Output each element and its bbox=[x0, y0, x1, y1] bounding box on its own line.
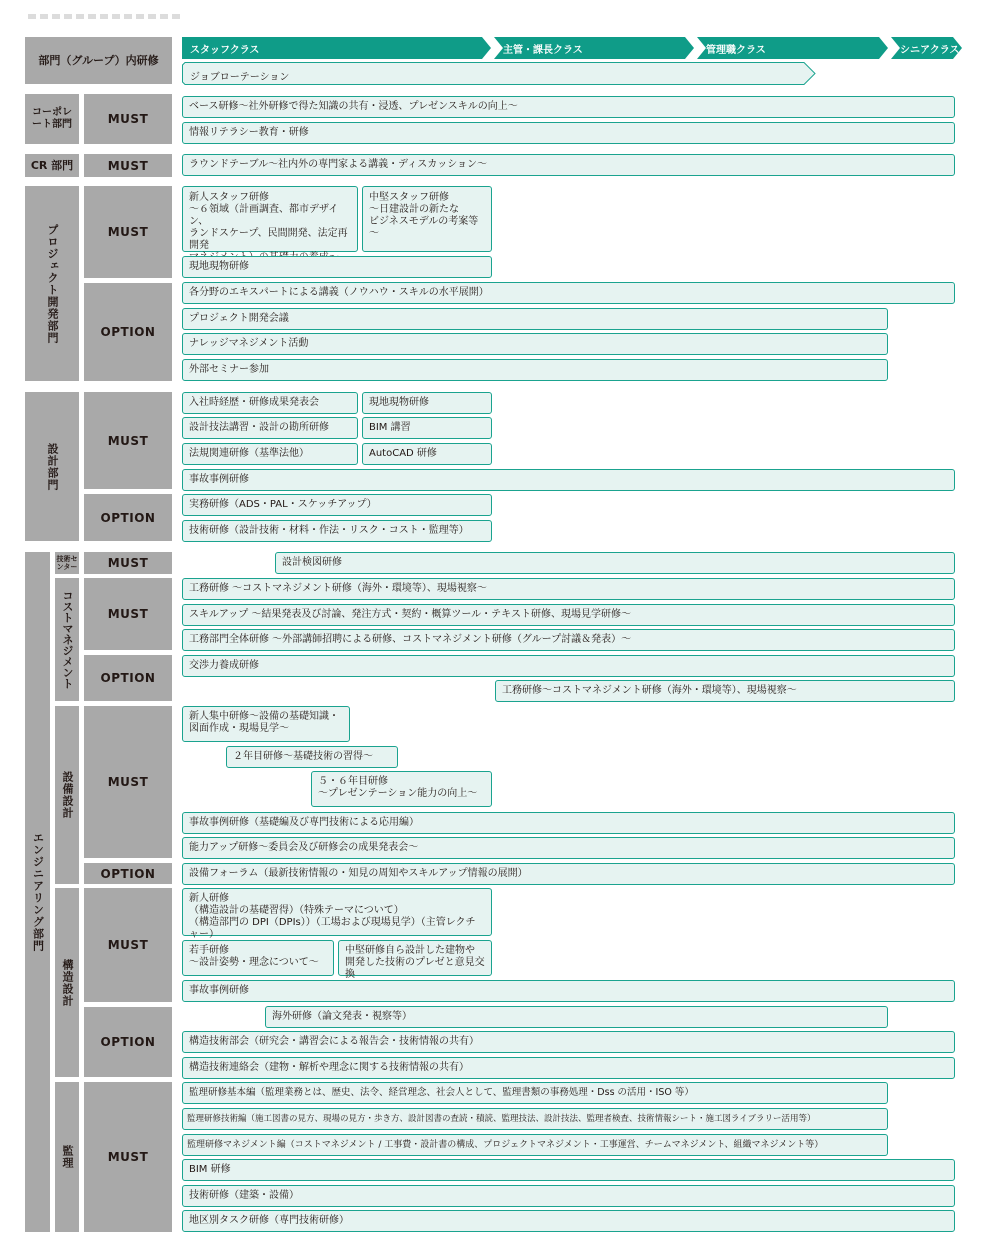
setsubi-must-item-1: 新人集中研修～設備の基礎知識・ 図面作成・現場見学～ bbox=[182, 706, 350, 742]
kouzou-must-item-4: 事故事例研修 bbox=[182, 980, 955, 1002]
kanri-item-5: 技術研修（建築・設備） bbox=[182, 1185, 955, 1207]
kouzou-option-item-1: 海外研修（論文発表・視察等） bbox=[265, 1006, 888, 1028]
sekkei-must-item-3: 設計技法講習・設計の勘所研修 bbox=[182, 417, 358, 439]
setsubi-option-item-1: 設備フォーラム（最新技術情報の・知見の周知やスキルアップ情報の展開） bbox=[182, 863, 955, 885]
kanri-item-3: 監理研修マネジメント編（コストマネジメント / 工事費・設計書の構成、プロジェクトマネジメント・工事運営、チームマネジメント、組織マネジメント等） bbox=[182, 1134, 888, 1156]
sekkei-must-item-1: 入社時経歴・研修成果発表会 bbox=[182, 392, 358, 414]
gijutsu-center-label: 技術センター bbox=[55, 552, 79, 574]
sekkei-must-item-2: 現地現物研修 bbox=[362, 392, 492, 414]
project-option-label: OPTION bbox=[84, 283, 172, 381]
stage-label-shukan: 主管・課長クラス bbox=[503, 45, 583, 56]
sekkei-must-item-7: 事故事例研修 bbox=[182, 469, 955, 491]
setsubi-must-item-4: 事故事例研修（基礎編及び専門技術による応用編） bbox=[182, 812, 955, 834]
setsubi-label: 設備設計 bbox=[55, 706, 79, 884]
kanri-item-6: 地区別タスク研修（専門技術研修） bbox=[182, 1210, 955, 1232]
project-must-item-1: 新人スタッフ研修 ～６領域（計画調査、都市デザイン、 ランドスケープ、民間開発、法定再開発 bbox=[182, 186, 358, 252]
sekkei-must-item-5: 法規関連研修（基準法他） bbox=[182, 443, 358, 465]
kanri-item-4: BIM 研修 bbox=[182, 1159, 955, 1181]
sekkei-option-item-2: 技術研修（設計技術・材料・作法・リスク・コスト・監理等） bbox=[182, 520, 492, 542]
kouzou-must-label: MUST bbox=[84, 888, 172, 1002]
setsubi-must-item-2: ２年目研修～基礎技術の習得～ bbox=[226, 746, 398, 768]
project-option-item-4: 外部セミナー参加 bbox=[182, 359, 888, 381]
project-must-item-2: 中堅スタッフ研修 ～日建設計の新たな ビジネスモデルの考案等～ bbox=[362, 186, 492, 252]
kouzou-must-item-2: 若手研修 ～設計姿勢・理念について～ bbox=[182, 940, 334, 976]
project-option-item-3: ナレッジマネジメント活動 bbox=[182, 333, 888, 355]
cost-must-item-1: 工務研修 ～コストマネジメント研修（海外・環境等）、現場視察～ bbox=[182, 578, 955, 600]
section-cr-label: CR 部門 bbox=[25, 154, 79, 177]
gijutsu-must-label: MUST bbox=[84, 552, 172, 574]
sekkei-must-item-4: BIM 講習 bbox=[362, 417, 492, 439]
section-sekkei-label: 設計部門 bbox=[25, 392, 79, 541]
corporate-item-2: 情報リテラシー教育・研修 bbox=[182, 122, 955, 144]
setsubi-must-label: MUST bbox=[84, 706, 172, 858]
project-must-label: MUST bbox=[84, 186, 172, 278]
stage-label-kanrishoku: 管理職クラス bbox=[706, 45, 766, 56]
kouzou-option-item-3: 構造技術連絡会（建物・解析や理念に関する技術情報の共有） bbox=[182, 1057, 955, 1079]
section-bumon-label: 部門（グループ）内研修 bbox=[25, 37, 172, 84]
sekkei-option-label: OPTION bbox=[84, 494, 172, 541]
kanri-item-1: 監理研修基本編（監理業務とは、歴史、法令、経営理念、社会人として、監理書類の事務処理・Dss の活用・ISO 等） bbox=[182, 1082, 888, 1104]
cost-management-label: コストマネジメント bbox=[55, 578, 79, 701]
kanri-item-2: 監理研修技術編（施工図書の見方、現場の見方・歩き方、設計図書の査読・積読、監理技法、設計技法、監理者検査、技術情報シート・施工図ライブラリー活用等） bbox=[182, 1108, 888, 1130]
kanri-label: 監理 bbox=[55, 1082, 79, 1232]
stage-label-senior: シニアクラス bbox=[900, 45, 960, 56]
faint-header-text bbox=[28, 14, 183, 19]
cost-option-item-1: 交渉力養成研修 bbox=[182, 655, 955, 677]
corporate-must-label: MUST bbox=[84, 94, 172, 144]
setsubi-must-item-3: ５・６年目研修 ～プレゼンテーション能力の向上～ bbox=[311, 771, 492, 807]
kouzou-option-item-2: 構造技術部会（研究会・講習会による報告会・技術情報の共有） bbox=[182, 1031, 955, 1053]
project-option-item-2: プロジェクト開発会議 bbox=[182, 308, 888, 330]
kouzou-must-item-1: 新人研修 （構造設計の基礎習得）（特殊テーマについて） （構造部門の DPI（DPIs））（工場および現場見学）（主管レクチャー） bbox=[182, 888, 492, 936]
cost-must-label: MUST bbox=[84, 578, 172, 650]
project-option-item-1: 各分野のエキスパートによる講義（ノウハウ・スキルの水平展開） bbox=[182, 282, 955, 304]
cr-item-1: ラウンドテーブル～社内外の専門家よる講義・ディスカッション～ bbox=[182, 154, 955, 176]
kouzou-label: 構造設計 bbox=[55, 888, 79, 1077]
cost-must-item-2: スキルアップ ～結果発表及び討論、発注方式・契約・概算ツール・テキスト研修、現場見学研修～ bbox=[182, 604, 955, 626]
corporate-item-1: ベース研修～社外研修で得た知識の共有・浸透、プレゼンスキルの向上～ bbox=[182, 96, 955, 118]
setsubi-must-item-5: 能力アップ研修～委員会及び研修会の成果発表会～ bbox=[182, 837, 955, 859]
cost-option-label: OPTION bbox=[84, 655, 172, 701]
stage-label-staff: スタッフクラス bbox=[190, 45, 260, 56]
sekkei-option-item-1: 実務研修（ADS・PAL・スケッチアップ） bbox=[182, 494, 492, 516]
section-corporate-label: コーポレート部門 bbox=[25, 94, 79, 144]
sekkei-must-label: MUST bbox=[84, 392, 172, 489]
section-engineering-label: エンジニアリング部門 bbox=[25, 552, 50, 1232]
job-rotation-label: ジョブローテーション bbox=[190, 72, 290, 83]
kouzou-option-label: OPTION bbox=[84, 1007, 172, 1077]
cost-option-item-2: 工務研修～コストマネジメント研修（海外・環境等）、現場視察～ bbox=[495, 680, 955, 702]
setsubi-option-label: OPTION bbox=[84, 863, 172, 884]
project-must-item-3: 現地現物研修 bbox=[182, 256, 492, 278]
kanri-must-label: MUST bbox=[84, 1082, 172, 1232]
cost-must-item-3: 工務部門全体研修 ～外部講師招聘による研修、コストマネジメント研修（グループ討議＆発表）～ bbox=[182, 629, 955, 651]
gijutsu-item-1: 設計検図研修 bbox=[275, 552, 955, 574]
kouzou-must-item-3: 中堅研修自ら設計した建物や 開発した技術のプレゼと意見交換 bbox=[338, 940, 492, 976]
section-project-label: プロジェクト開発部門 bbox=[25, 186, 79, 381]
sekkei-must-item-6: AutoCAD 研修 bbox=[362, 443, 492, 465]
cr-must-label: MUST bbox=[84, 154, 172, 177]
